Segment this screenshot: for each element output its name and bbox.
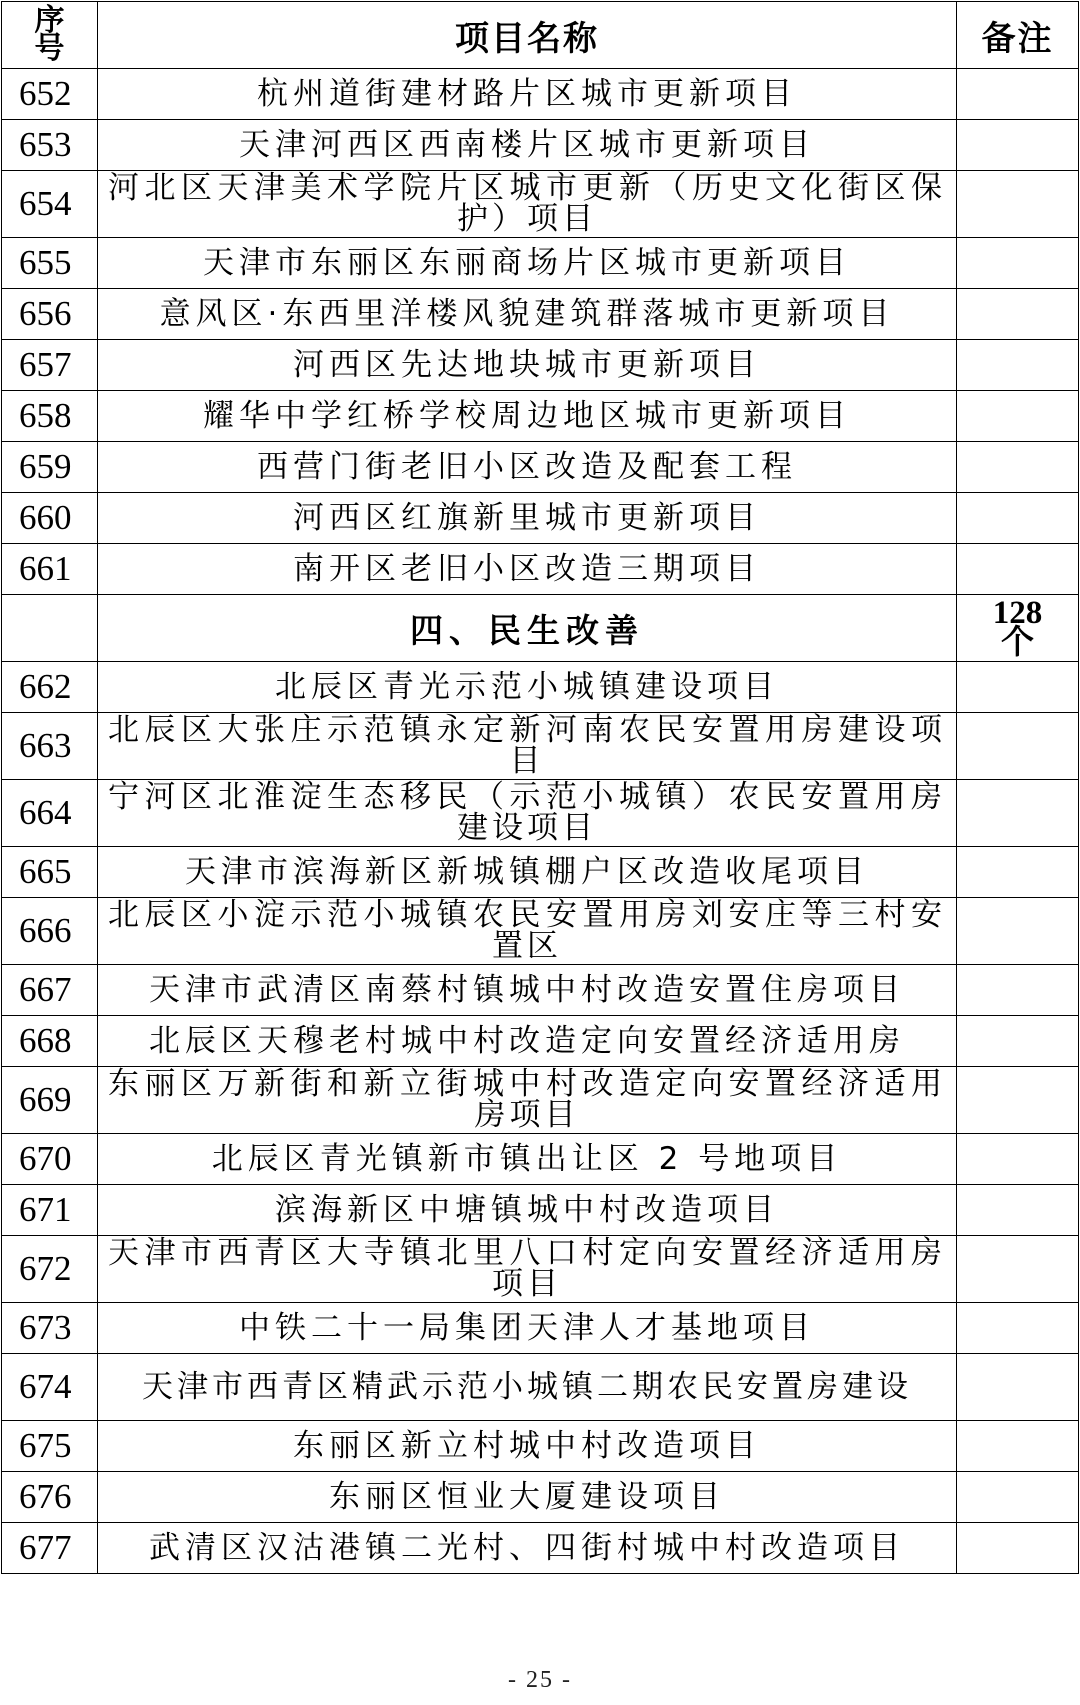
row-number: 652 — [2, 69, 98, 120]
row-remark — [957, 1421, 1079, 1472]
row-remark — [957, 898, 1079, 965]
row-number: 671 — [2, 1185, 98, 1236]
table-row — [2, 1421, 1079, 1472]
table-row — [2, 1067, 1079, 1134]
project-name: 天津市西青区大寺镇北里八口村定向安置经济适用房项目 — [98, 1236, 957, 1303]
row-remark — [957, 1185, 1079, 1236]
project-name: 宁河区北淮淀生态移民（示范小城镇）农民安置用房建设项目 — [98, 780, 957, 847]
project-name: 河西区先达地块城市更新项目 — [98, 340, 957, 391]
table-row — [2, 493, 1079, 544]
row-remark — [957, 493, 1079, 544]
row-remark — [957, 1236, 1079, 1303]
row-remark — [957, 544, 1079, 595]
row-remark — [957, 442, 1079, 493]
project-name: 天津市西青区精武示范小城镇二期农民安置房建设 — [98, 1354, 957, 1421]
table-row — [2, 847, 1079, 898]
header-serial-top: 序 — [34, 3, 65, 38]
table-row — [2, 1523, 1079, 1574]
project-name: 北辰区青光镇新市镇出让区 2 号地项目 — [98, 1134, 957, 1185]
project-name: 武清区汉沽港镇二光村、四街村城中村改造项目 — [98, 1523, 957, 1574]
project-name: 北辰区青光示范小城镇建设项目 — [98, 662, 957, 713]
header-serial-number — [2, 2, 98, 69]
row-remark — [957, 1134, 1079, 1185]
project-name: 耀华中学红桥学校周边地区城市更新项目 — [98, 391, 957, 442]
section-count-value: 128 — [992, 595, 1043, 631]
row-number: 657 — [2, 340, 98, 391]
row-remark — [957, 1523, 1079, 1574]
project-name: 意风区·东西里洋楼风貌建筑群落城市更新项目 — [98, 289, 957, 340]
row-number: 665 — [2, 847, 98, 898]
project-name: 南开区老旧小区改造三期项目 — [98, 544, 957, 595]
table-row — [2, 1236, 1079, 1303]
row-remark — [957, 238, 1079, 289]
table-row — [2, 1303, 1079, 1354]
row-remark — [957, 120, 1079, 171]
project-name: 河西区红旗新里城市更新项目 — [98, 493, 957, 544]
row-number: 655 — [2, 238, 98, 289]
row-remark — [957, 1016, 1079, 1067]
row-remark — [957, 780, 1079, 847]
row-remark — [957, 391, 1079, 442]
row-number: 673 — [2, 1303, 98, 1354]
project-name: 东丽区恒业大厦建设项目 — [98, 1472, 957, 1523]
row-remark — [957, 662, 1079, 713]
table-row — [2, 544, 1079, 595]
project-name: 西营门街老旧小区改造及配套工程 — [98, 442, 957, 493]
project-name: 天津河西区西南楼片区城市更新项目 — [98, 120, 957, 171]
row-remark — [957, 1354, 1079, 1421]
row-remark — [957, 713, 1079, 780]
row-number: 667 — [2, 965, 98, 1016]
row-number: 654 — [2, 171, 98, 238]
table-row — [2, 898, 1079, 965]
table-header-row — [2, 2, 1079, 69]
row-number: 661 — [2, 544, 98, 595]
project-name: 杭州道街建材路片区城市更新项目 — [98, 69, 957, 120]
project-name: 中铁二十一局集团天津人才基地项目 — [98, 1303, 957, 1354]
section-header-row — [2, 595, 1079, 662]
project-name: 东丽区新立村城中村改造项目 — [98, 1421, 957, 1472]
table-row — [2, 340, 1079, 391]
project-name: 河北区天津美术学院片区城市更新（历史文化街区保护）项目 — [98, 171, 957, 238]
section-title: 四、民生改善 — [98, 595, 957, 662]
row-number: 676 — [2, 1472, 98, 1523]
project-table — [1, 1, 1079, 1574]
header-remarks: 备注 — [957, 2, 1079, 69]
table-row — [2, 1016, 1079, 1067]
table-row — [2, 1354, 1079, 1421]
row-remark — [957, 340, 1079, 391]
row-remark — [957, 289, 1079, 340]
row-remark — [957, 171, 1079, 238]
row-number: 659 — [2, 442, 98, 493]
header-serial-bottom: 号 — [34, 31, 65, 66]
section-count-unit: 个 — [1001, 625, 1034, 661]
row-remark — [957, 69, 1079, 120]
row-number: 662 — [2, 662, 98, 713]
row-number: 664 — [2, 780, 98, 847]
project-name: 北辰区小淀示范小城镇农民安置用房刘安庄等三村安置区 — [98, 898, 957, 965]
row-number: 674 — [2, 1354, 98, 1421]
table-row — [2, 713, 1079, 780]
row-number: 653 — [2, 120, 98, 171]
row-number: 675 — [2, 1421, 98, 1472]
row-number: 677 — [2, 1523, 98, 1574]
table-row — [2, 69, 1079, 120]
row-remark — [957, 965, 1079, 1016]
row-remark — [957, 1303, 1079, 1354]
project-name: 北辰区天穆老村城中村改造定向安置经济适用房 — [98, 1016, 957, 1067]
row-number: 670 — [2, 1134, 98, 1185]
row-number: 666 — [2, 898, 98, 965]
table-row — [2, 1134, 1079, 1185]
table-row — [2, 289, 1079, 340]
table-row — [2, 780, 1079, 847]
row-number: 669 — [2, 1067, 98, 1134]
section-number-cell — [2, 595, 98, 662]
row-remark — [957, 1067, 1079, 1134]
project-name: 北辰区大张庄示范镇永定新河南农民安置用房建设项目 — [98, 713, 957, 780]
row-number: 668 — [2, 1016, 98, 1067]
project-name: 滨海新区中塘镇城中村改造项目 — [98, 1185, 957, 1236]
page-number: - 25 - — [508, 1667, 572, 1693]
row-remark — [957, 847, 1079, 898]
row-number: 672 — [2, 1236, 98, 1303]
table-row — [2, 1185, 1079, 1236]
table-row — [2, 1472, 1079, 1523]
project-name: 天津市武清区南蔡村镇城中村改造安置住房项目 — [98, 965, 957, 1016]
header-project-name: 项目名称 — [98, 2, 957, 69]
section-count — [957, 595, 1079, 662]
table-row — [2, 442, 1079, 493]
table-row — [2, 171, 1079, 238]
table-row — [2, 662, 1079, 713]
table-row — [2, 391, 1079, 442]
row-number: 663 — [2, 713, 98, 780]
row-remark — [957, 1472, 1079, 1523]
table-row — [2, 965, 1079, 1016]
project-name: 天津市东丽区东丽商场片区城市更新项目 — [98, 238, 957, 289]
row-number: 660 — [2, 493, 98, 544]
table-row — [2, 120, 1079, 171]
project-name: 东丽区万新街和新立街城中村改造定向安置经济适用房项目 — [98, 1067, 957, 1134]
table-row — [2, 238, 1079, 289]
row-number: 656 — [2, 289, 98, 340]
row-number: 658 — [2, 391, 98, 442]
project-name: 天津市滨海新区新城镇棚户区改造收尾项目 — [98, 847, 957, 898]
